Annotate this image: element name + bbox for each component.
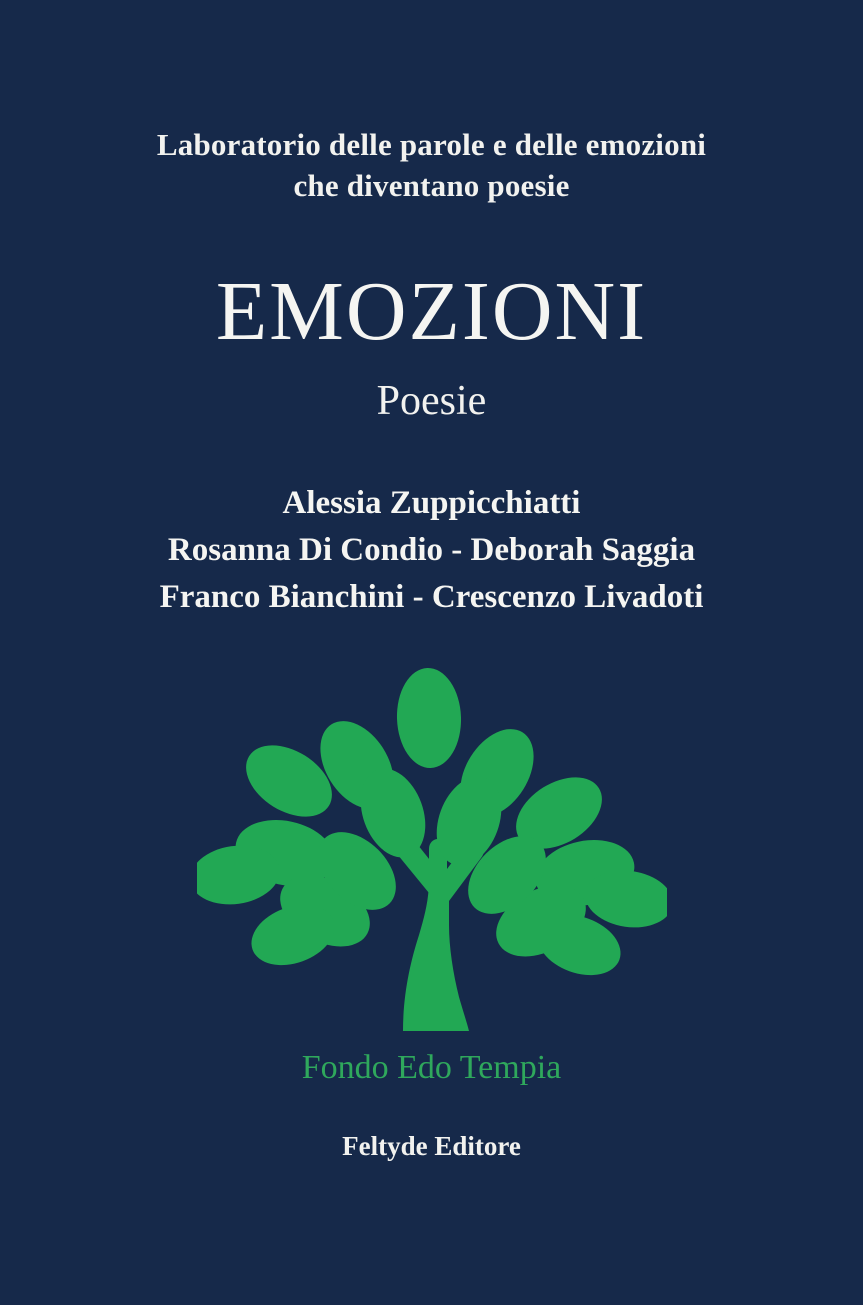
cover-authors	[160, 480, 704, 621]
publisher-name: Feltyde Editore	[342, 1131, 521, 1162]
cover-subtitle-line-1: Laboratorio delle parole e delle emozioni	[156, 127, 707, 162]
cover-subtitle	[82, 124, 782, 206]
fund-name: Fondo Edo Tempia	[301, 1049, 562, 1087]
cover-subtitle-line-2: che diventano poesie	[293, 168, 570, 204]
page-title: EMOZIONI	[215, 265, 648, 359]
author-line-3: Franco Bianchini - Crescenzo Livadoti	[159, 579, 704, 616]
author-line-2: Rosanna Di Condio - Deborah Saggia	[167, 532, 696, 569]
cover-genre: Poesie	[376, 378, 487, 425]
author-line-1: Alessia Zuppicchiatti	[282, 485, 581, 522]
tree-icon	[197, 663, 667, 1041]
publisher-logo	[172, 663, 692, 1041]
